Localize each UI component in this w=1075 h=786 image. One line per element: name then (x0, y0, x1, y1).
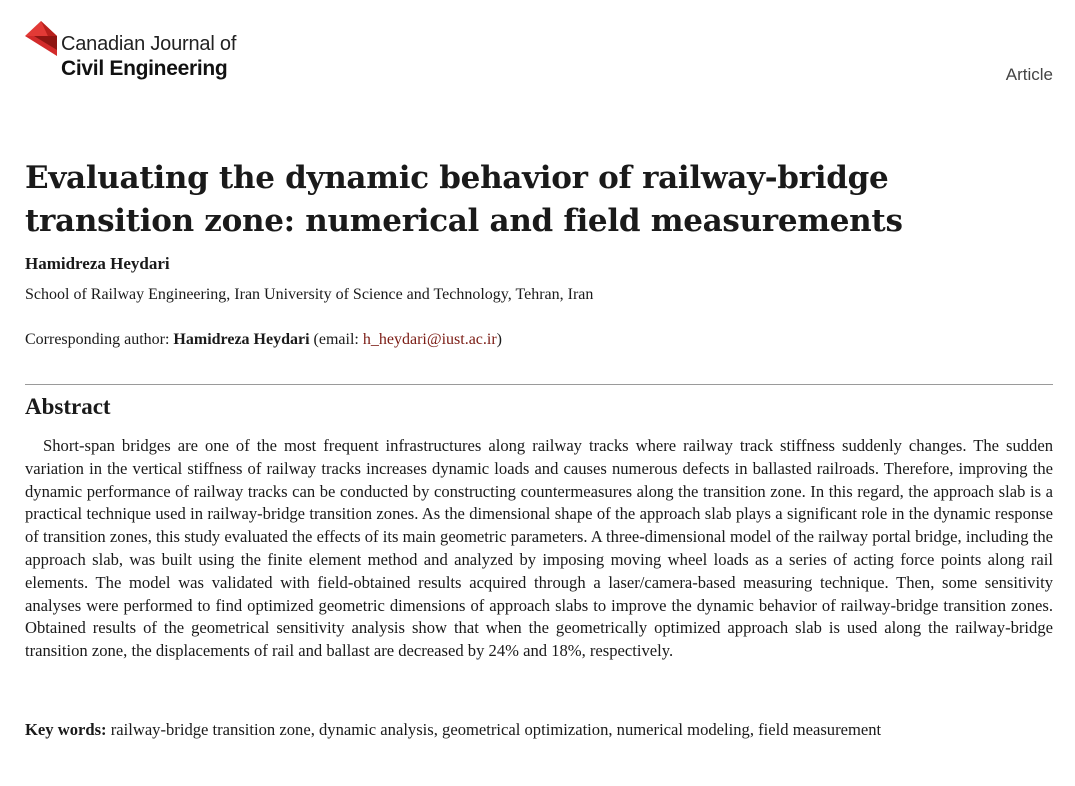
section-divider (25, 384, 1053, 385)
abstract-text: Short-span bridges are one of the most frequent infrastructures along railway tracks where railway track stiffness suddenly changes. The sudden variation in the vertical stiffness of railway tracks increases dynamic loads and causes numerous defects in ballasted railroads. Therefore, improving the dynamic performance of railway tracks can be conducted by constructing countermeasures along the transition zone. In this regard, the approach slab is a practical technique used in railway-bridge transition zones. As the dimensional shape of the approach slab plays a significant role in the dynamic response of transition zones, this study evaluated the effects of its main geometric parameters. A three-dimensional model of the railway portal bridge, including the approach slab, was built using the finite element method and analyzed by imposing moving wheel loads as a series of acting force points along rail elements. The model was validated with field-obtained results acquired through a laser/camera-based measuring technique. Then, some sensitivity analyses were performed to find optimized geometric dimensions of approach slabs to improve the dynamic behavior of railway-bridge transition zones. Obtained results of the geometrical sensitivity analysis show that when the geometrically optimized approach slab is used along the railway-bridge transition zone, the displacements of rail and ballast are decreased by 24% and 18%, respectively. (25, 436, 1053, 661)
keywords-text: railway-bridge transition zone, dynamic analysis, geometrical optimization, numerical modeling, field measurement (106, 720, 882, 739)
keywords-label: Key words: (25, 720, 107, 739)
paper-title: Evaluating the dynamic behavior of railway-bridge transition zone: numerical and field measurements (25, 160, 903, 239)
journal-name-line1: Canadian Journal of (61, 33, 237, 55)
abstract-heading: Abstract (25, 394, 111, 419)
corresponding-name: Hamidreza Heydari (173, 331, 310, 348)
article-type-label: Article (1005, 65, 1053, 84)
corresponding-label: Corresponding author: (25, 331, 174, 348)
email-link[interactable]: h_heydari@iust.ac.ir (362, 331, 497, 348)
maple-leaf-icon (25, 20, 61, 60)
keywords (25, 718, 1053, 741)
journal-name-line2: Civil Engineering (61, 57, 228, 80)
email-suffix: ) (496, 331, 502, 348)
author-affiliation: School of Railway Engineering, Iran University of Science and Technology, Tehran, Iran (25, 286, 594, 303)
email-prefix: (email: (309, 331, 363, 348)
author-name: Hamidreza Heydari (25, 254, 170, 273)
corresponding-author (25, 331, 502, 349)
